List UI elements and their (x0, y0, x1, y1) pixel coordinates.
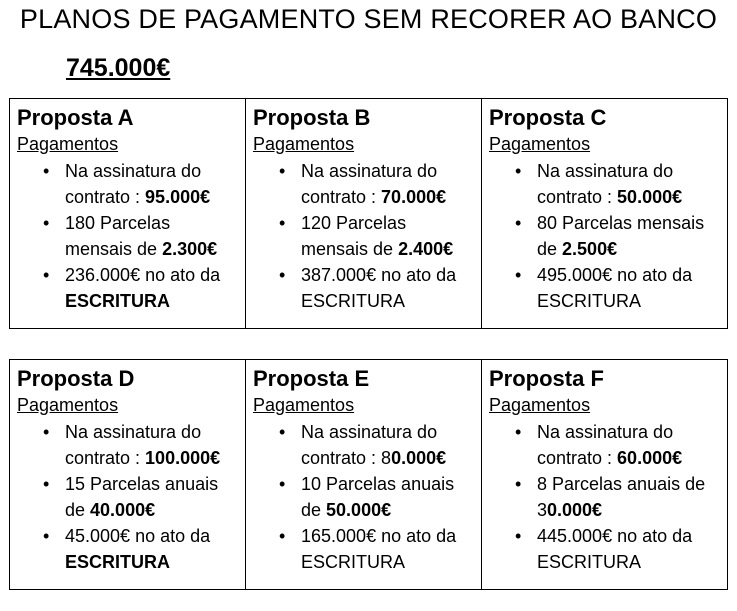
proposals-table-top (9, 98, 728, 329)
payment-item: • 120 Parcelas mensais de 2.400€ (301, 210, 475, 262)
proposal-title: Proposta E (253, 366, 370, 391)
proposal-card (482, 99, 727, 328)
proposal-title: Proposta A (17, 105, 134, 130)
payments-label: Pagamentos (253, 395, 355, 415)
payment-item: • Na assinatura do contrato : 60.000€ (537, 419, 721, 471)
payment-item: • Na assinatura do contrato : 80.000€ (301, 419, 475, 471)
payment-item: • 495.000€ no ato da ESCRITURA (537, 262, 721, 314)
payment-list (253, 419, 475, 575)
payment-item: • 80 Parcelas mensais de 2.500€ (537, 210, 721, 262)
payment-item: • 165.000€ no ato da ESCRITURA (301, 523, 475, 575)
payment-list (17, 419, 239, 575)
payment-item: • Na assinatura do contrato : 100.000€ (65, 419, 239, 471)
payment-item: • 445.000€ no ato da ESCRITURA (537, 523, 721, 575)
proposal-title: Proposta D (17, 366, 135, 391)
payment-item: • 8 Parcelas anuais de 30.000€ (537, 471, 721, 523)
payment-item: • 180 Parcelas mensais de 2.300€ (65, 210, 239, 262)
payments-label: Pagamentos (253, 134, 355, 154)
payment-list (489, 419, 721, 575)
proposal-card (246, 99, 482, 328)
proposal-title: Proposta C (489, 105, 607, 130)
payment-item: • 45.000€ no ato da ESCRITURA (65, 523, 239, 575)
proposal-title: Proposta B (253, 105, 371, 130)
payment-item: • Na assinatura do contrato : 70.000€ (301, 158, 475, 210)
proposal-card (10, 99, 246, 328)
total-amount: 745.000€ (66, 54, 171, 82)
payment-item: • 387.000€ no ato da ESCRITURA (301, 262, 475, 314)
payments-label: Pagamentos (17, 395, 119, 415)
page-title: PLANOS DE PAGAMENTO SEM RECORER AO BANCO (19, 4, 718, 34)
proposal-card (246, 360, 482, 589)
payment-item: • Na assinatura do contrato : 95.000€ (65, 158, 239, 210)
payment-list (489, 158, 721, 314)
proposal-card (10, 360, 246, 589)
proposals-table-bottom (9, 359, 728, 590)
payment-item: • 15 Parcelas anuais de 40.000€ (65, 471, 239, 523)
payments-label: Pagamentos (17, 134, 119, 154)
proposal-card (482, 360, 727, 589)
payment-item: • 236.000€ no ato da ESCRITURA (65, 262, 239, 314)
payments-label: Pagamentos (489, 395, 591, 415)
payment-list (253, 158, 475, 314)
payment-item: • 10 Parcelas anuais de 50.000€ (301, 471, 475, 523)
payment-item: • Na assinatura do contrato : 50.000€ (537, 158, 721, 210)
payment-list (17, 158, 239, 314)
payments-label: Pagamentos (489, 134, 591, 154)
proposal-title: Proposta F (489, 366, 604, 391)
